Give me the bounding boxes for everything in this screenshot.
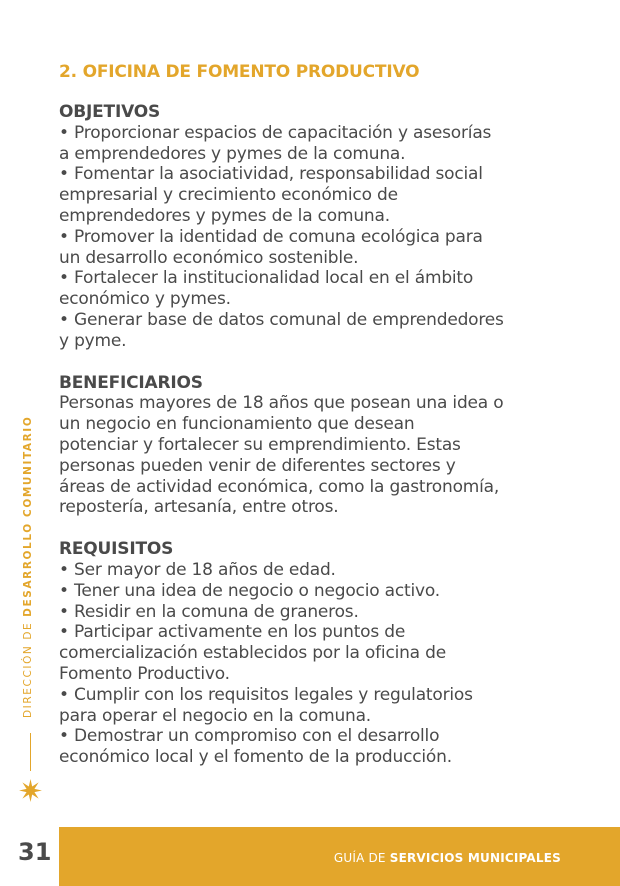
- beneficiarios-line: un negocio en funcionamiento que desean: [59, 414, 415, 435]
- beneficiarios-heading: BENEFICIARIOS: [59, 372, 203, 393]
- requisitos-line: • Participar activamente en los puntos de: [59, 622, 406, 643]
- objetivos-line: emprendedores y pymes de la comuna.: [59, 205, 390, 226]
- objetivos-line: • Fomentar la asociatividad, responsabilidad social: [59, 164, 483, 185]
- page-content: [59, 60, 599, 789]
- requisitos-line: para operar el negocio en la comuna.: [59, 705, 372, 726]
- requisitos-line: • Tener una idea de negocio o negocio activo.: [59, 580, 440, 601]
- star-icon: [18, 778, 43, 803]
- objetivos-line: • Fortalecer la institucionalidad local en el ámbito: [59, 268, 474, 289]
- section-title: 2. OFICINA DE FOMENTO PRODUCTIVO: [59, 62, 420, 82]
- objetivos-heading: OBJETIVOS: [59, 102, 161, 122]
- requisitos-section: [59, 539, 599, 768]
- objetivos-line: y pyme.: [59, 330, 127, 351]
- footer-bar: [59, 827, 620, 886]
- requisitos-line: • Ser mayor de 18 años de edad.: [59, 559, 336, 580]
- beneficiarios-line: potenciar y fortalecer su emprendimiento. Estas: [59, 434, 461, 455]
- beneficiarios-line: personas pueden venir de diferentes sectores y: [59, 455, 456, 476]
- requisitos-line: • Demostrar un compromiso con el desarrollo: [59, 726, 440, 747]
- beneficiarios-line: repostería, artesanía, entre otros.: [59, 497, 339, 518]
- objetivos-line: a emprendedores y pymes de la comuna.: [59, 143, 406, 164]
- footer-bold: SERVICIOS MUNICIPALES: [389, 851, 561, 865]
- objetivos-line: • Proporcionar espacios de capacitación y asesorías: [59, 122, 492, 143]
- requisitos-line: Fomento Productivo.: [59, 663, 230, 684]
- requisitos-heading: REQUISITOS: [59, 539, 174, 560]
- side-section-label: [22, 416, 34, 718]
- footer-guide-title: [334, 851, 561, 865]
- requisitos-line: comercialización establecidos por la oficina de: [59, 643, 446, 664]
- objetivos-line: • Promover la identidad de comuna ecológica para: [59, 226, 483, 247]
- side-label-bold: DESARROLLO COMUNITARIO: [22, 415, 34, 617]
- beneficiarios-line: áreas de actividad económica, como la gastronomía,: [59, 476, 500, 497]
- objetivos-line: empresarial y crecimiento económico de: [59, 185, 398, 206]
- footer-prefix: GUÍA DE: [333, 851, 390, 865]
- objetivos-line: un desarrollo económico sostenible.: [59, 247, 359, 268]
- side-divider: [30, 733, 31, 771]
- requisitos-line: • Cumplir con los requisitos legales y regulatorios: [59, 684, 473, 705]
- page-number: 31: [18, 838, 52, 866]
- objetivos-line: • Generar base de datos comunal de emprendedores: [59, 309, 504, 330]
- beneficiarios-section: [59, 373, 599, 519]
- side-label-prefix: DIRECCIÓN DE: [22, 616, 34, 718]
- beneficiarios-line: Personas mayores de 18 años que posean una idea o: [59, 393, 504, 414]
- objetivos-section: [59, 102, 599, 352]
- requisitos-line: • Residir en la comuna de graneros.: [59, 601, 359, 622]
- requisitos-line: económico local y el fomento de la producción.: [59, 747, 452, 768]
- objetivos-line: económico y pymes.: [59, 289, 231, 310]
